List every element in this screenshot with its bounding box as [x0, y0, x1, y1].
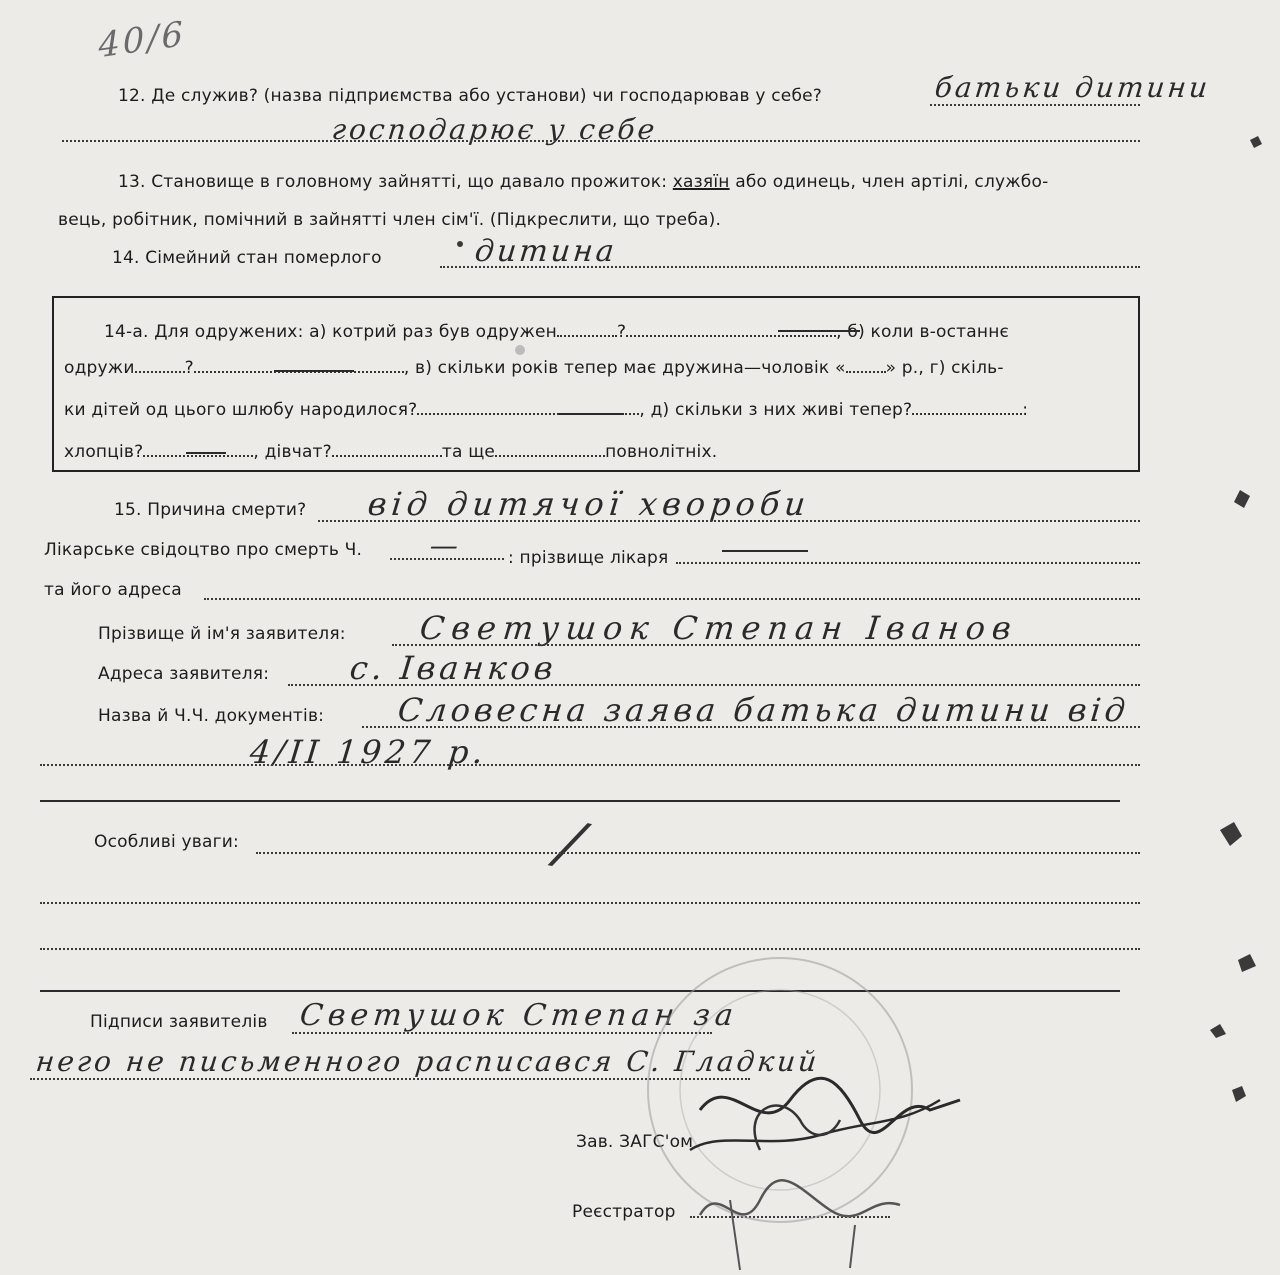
zags-signature-stroke [690, 1100, 940, 1150]
medical-doctor-label: : прізвище лікаря [508, 548, 669, 568]
medical-number: — [428, 529, 463, 562]
q14a-line1: 14-а. Для одружених: а) котрий раз був одружен ? , б) коли в-останнє [104, 322, 1010, 342]
medical-address-label: та його адреса [44, 580, 182, 600]
applicant-docs-value-1: Словесна заява батька дитини від [396, 691, 1132, 729]
q13-underlined-option: хазяїн [672, 172, 730, 192]
signatures-value-1: Светушок Степан за [298, 998, 740, 1033]
applicant-docs-label: Назва й Ч.Ч. документів: [98, 706, 325, 726]
q13-label-rest: або одинець, член артілі, службо- [735, 172, 1049, 192]
applicant-name-value: Светушок Степан Іванов [418, 609, 1020, 647]
applicant-address-label: Адреса заявителя: [98, 664, 270, 684]
applicant-address-value: с. Іванков [348, 649, 559, 687]
q12-answer-2: господарює у себе [330, 113, 660, 146]
applicant-docs-value-2: 4/ІІ 1927 р. [248, 733, 489, 771]
q14a-line2: одружи ? , в) скільки років тепер має дружина—чоловік « » р., г) скіль- [64, 358, 1004, 378]
q13-label-prefix: 13. Становище в головному зайнятті, що давало прожиток: [118, 172, 668, 192]
q12-label: 12. Де служив? (назва підприємства або установи) чи господарював у себе? [118, 86, 823, 106]
applicant-name-label: Прізвище й ім'я заявителя: [98, 624, 346, 644]
margin-note: 40/6 [97, 13, 187, 67]
signatures-value-2: него не письменного расписався С. Гладкий [34, 1045, 822, 1078]
paper-damage-specks [457, 136, 1262, 1102]
medical-label: Лікарське свідоцтво про смерть Ч. [44, 540, 363, 560]
q14a-line4: хлопців? , дівчат? та ще повнолітніх. [64, 442, 718, 462]
seal-stamp-inner [680, 990, 880, 1190]
q14a-line3: ки дітей од цього шлюбу народилося? , д) скільки з них живі тепер? : [64, 400, 1029, 420]
signatures-label: Підписи заявителів [90, 1012, 268, 1032]
q15-label: 15. Причина смерти? [114, 500, 307, 520]
zags-label: Зав. ЗАГС'ом [576, 1132, 694, 1152]
seal-stamp-outline [648, 958, 912, 1222]
notes-value: / [549, 808, 594, 880]
notes-label: Особливі уваги: [94, 832, 239, 852]
q13-label-line2: вець, робітник, помічний в зайнятті член сім'ї. (Підкреслити, що треба). [58, 210, 722, 230]
q14-answer: дитина [473, 234, 619, 269]
q15-answer: від дитячої хвороби [366, 485, 813, 523]
q12-answer-1: батьки дитини [933, 71, 1212, 104]
zags-signature-scribble [700, 1078, 960, 1132]
registrar-label: Реєстратор [572, 1202, 676, 1222]
q14-label: 14. Сімейний стан померлого [112, 248, 382, 268]
